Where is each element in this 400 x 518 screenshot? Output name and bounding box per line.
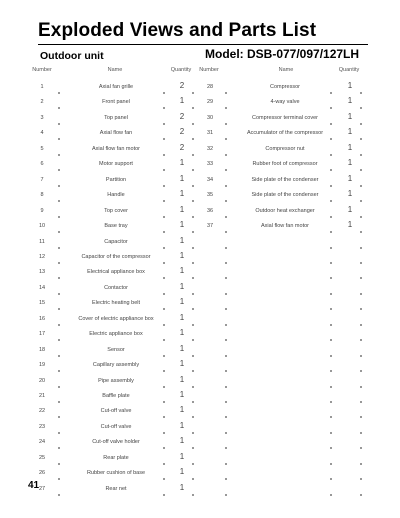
left-row-quantity: 1 — [179, 467, 185, 477]
right-row-number: 29 — [206, 99, 214, 106]
grid-dot — [163, 247, 165, 249]
grid-dot — [225, 293, 227, 295]
left-header-number: Number — [32, 67, 52, 73]
grid-dot — [360, 247, 362, 249]
grid-dot — [192, 185, 194, 187]
right-row-name: Compressor nut — [265, 145, 305, 152]
right-row-quantity: 1 — [347, 220, 353, 230]
left-row-name: Rear net — [105, 485, 127, 492]
grid-dot — [192, 138, 194, 140]
left-row-quantity: 1 — [179, 328, 185, 338]
left-row-number: 5 — [40, 145, 44, 152]
right-row-quantity: 1 — [347, 142, 353, 152]
grid-dot — [58, 231, 60, 233]
grid-dot — [225, 324, 227, 326]
right-row-quantity: 1 — [347, 189, 353, 199]
right-row-name: Accumulator of the compressor — [246, 130, 324, 137]
grid-dot — [163, 277, 165, 279]
grid-dot — [163, 432, 165, 434]
grid-dot — [192, 432, 194, 434]
grid-dot — [163, 123, 165, 125]
right-row-name: Axial flow fan motor — [261, 223, 309, 230]
grid-dot — [192, 416, 194, 418]
left-row-number: 26 — [38, 470, 46, 477]
grid-dot — [330, 92, 332, 94]
grid-dot — [163, 169, 165, 171]
left-row-name: Base tray — [104, 223, 128, 230]
grid-dot — [360, 308, 362, 310]
left-row-number: 25 — [38, 454, 46, 461]
left-row-name: Front panel — [102, 99, 130, 106]
grid-dot — [225, 463, 227, 465]
grid-dot — [330, 416, 332, 418]
left-row-quantity: 2 — [179, 142, 185, 152]
left-row-quantity: 1 — [179, 173, 185, 183]
grid-dot — [58, 324, 60, 326]
left-row-name: Axial flow fan motor — [92, 145, 140, 152]
grid-dot — [360, 416, 362, 418]
left-row-number: 22 — [38, 408, 46, 415]
grid-dot — [192, 247, 194, 249]
unit-label: Outdoor unit — [40, 50, 104, 62]
left-row-number: 15 — [38, 300, 46, 307]
left-header-name: Name — [107, 67, 123, 73]
grid-dot — [192, 216, 194, 218]
left-row-number: 10 — [38, 223, 46, 230]
grid-dot — [360, 432, 362, 434]
grid-dot — [58, 447, 60, 449]
grid-dot — [163, 324, 165, 326]
grid-dot — [192, 154, 194, 156]
left-row-number: 13 — [38, 269, 46, 276]
grid-dot — [330, 262, 332, 264]
right-header-quantity: Quantity — [338, 67, 360, 73]
grid-dot — [225, 169, 227, 171]
grid-dot — [225, 231, 227, 233]
grid-dot — [360, 154, 362, 156]
grid-dot — [360, 185, 362, 187]
grid-dot — [225, 262, 227, 264]
left-row-name: Handle — [107, 192, 125, 199]
grid-dot — [58, 247, 60, 249]
grid-dot — [192, 386, 194, 388]
page-number: 41 — [28, 480, 40, 491]
grid-dot — [192, 355, 194, 357]
grid-dot — [58, 463, 60, 465]
left-row-number: 2 — [40, 99, 44, 106]
grid-dot — [360, 216, 362, 218]
right-row-name: Rubber foot of compressor — [252, 161, 318, 168]
grid-dot — [163, 107, 165, 109]
grid-dot — [192, 324, 194, 326]
left-row-number: 11 — [39, 238, 45, 245]
grid-dot — [330, 185, 332, 187]
grid-dot — [360, 138, 362, 140]
left-row-number: 4 — [40, 130, 44, 137]
right-row-name: Side plate of the condenser — [251, 176, 319, 183]
grid-dot — [163, 416, 165, 418]
grid-dot — [360, 478, 362, 480]
grid-dot — [192, 370, 194, 372]
left-header-quantity: Quantity — [170, 67, 192, 73]
grid-dot — [163, 494, 165, 496]
grid-dot — [360, 293, 362, 295]
grid-dot — [192, 277, 194, 279]
grid-dot — [360, 401, 362, 403]
grid-dot — [192, 293, 194, 295]
left-row-quantity: 1 — [179, 374, 185, 384]
left-row-name: Baffle plate — [102, 393, 130, 399]
grid-dot — [163, 355, 165, 357]
grid-dot — [360, 447, 362, 449]
left-row-quantity: 1 — [179, 390, 185, 399]
left-row-quantity: 2 — [179, 81, 185, 90]
grid-dot — [225, 339, 227, 341]
grid-dot — [192, 123, 194, 125]
grid-dot — [163, 478, 165, 480]
left-row-name: Rubber cushion of base — [86, 470, 146, 477]
grid-dot — [360, 169, 362, 171]
right-row-quantity: 1 — [347, 96, 353, 106]
grid-dot — [58, 169, 60, 171]
left-row-name: Capacitor — [104, 238, 128, 245]
grid-dot — [330, 169, 332, 171]
left-row-quantity: 1 — [179, 451, 185, 461]
grid-dot — [330, 138, 332, 140]
grid-dot — [225, 432, 227, 434]
left-row-quantity: 1 — [179, 281, 185, 291]
grid-dot — [58, 185, 60, 187]
grid-dot — [330, 401, 332, 403]
right-row-quantity: 1 — [347, 81, 353, 90]
left-row-quantity: 1 — [179, 220, 185, 230]
grid-dot — [225, 123, 227, 125]
grid-dot — [58, 355, 60, 357]
grid-dot — [192, 447, 194, 449]
grid-dot — [330, 107, 332, 109]
left-row-number: 1 — [40, 84, 44, 90]
left-row-name: Cut-off valve — [100, 423, 132, 430]
grid-dot — [225, 494, 227, 496]
grid-dot — [192, 107, 194, 109]
right-row-name: Outdoor heat exchanger — [255, 207, 315, 214]
left-row-number: 6 — [40, 161, 44, 168]
left-row-quantity: 1 — [179, 189, 185, 199]
grid-dot — [192, 169, 194, 171]
left-row-number: 20 — [38, 377, 46, 384]
grid-dot — [58, 92, 60, 94]
left-row-number: 16 — [38, 315, 46, 322]
grid-dot — [360, 386, 362, 388]
left-row-name: Capacitor of the compressor — [81, 253, 151, 260]
grid-dot — [58, 293, 60, 295]
grid-dot — [163, 185, 165, 187]
left-row-quantity: 1 — [179, 235, 185, 245]
grid-dot — [225, 92, 227, 94]
left-row-quantity: 1 — [179, 297, 185, 307]
grid-dot — [58, 138, 60, 140]
left-row-number: 21 — [38, 393, 46, 399]
grid-dot — [330, 216, 332, 218]
grid-dot — [225, 401, 227, 403]
left-row-name: Motor support — [99, 161, 133, 168]
grid-dot — [58, 277, 60, 279]
left-row-quantity: 2 — [179, 127, 185, 137]
grid-dot — [360, 494, 362, 496]
grid-dot — [163, 216, 165, 218]
grid-dot — [192, 262, 194, 264]
grid-dot — [360, 355, 362, 357]
left-row-name: Capillary assembly — [92, 362, 140, 369]
left-row-quantity: 1 — [179, 266, 185, 276]
grid-dot — [192, 200, 194, 202]
left-row-number: 27 — [38, 485, 46, 492]
left-row-quantity: 1 — [179, 250, 185, 260]
grid-dot — [330, 447, 332, 449]
right-row-quantity: 1 — [347, 158, 353, 168]
grid-dot — [163, 339, 165, 341]
grid-dot — [225, 107, 227, 109]
grid-dot — [225, 308, 227, 310]
right-header-number: Number — [199, 67, 219, 73]
grid-dot — [192, 308, 194, 310]
right-row-number: 31 — [206, 130, 214, 137]
grid-dot — [163, 138, 165, 140]
grid-dot — [163, 447, 165, 449]
grid-dot — [192, 231, 194, 233]
model-label: Model: DSB-077/097/127LH — [205, 47, 360, 61]
grid-dot — [330, 463, 332, 465]
right-row-number: 33 — [206, 161, 214, 168]
grid-dot — [360, 231, 362, 233]
grid-dot — [330, 308, 332, 310]
right-row-quantity: 1 — [347, 173, 353, 183]
grid-dot — [225, 370, 227, 372]
right-row-name: Compressor — [270, 84, 300, 90]
grid-dot — [330, 123, 332, 125]
grid-dot — [58, 386, 60, 388]
left-row-number: 23 — [38, 423, 46, 430]
grid-dot — [360, 262, 362, 264]
left-row-number: 19 — [38, 362, 46, 369]
right-row-name: Side plate of the condenser — [251, 192, 319, 199]
grid-dot — [330, 432, 332, 434]
grid-dot — [360, 463, 362, 465]
left-row-number: 12 — [38, 253, 46, 260]
right-row-number: 32 — [206, 145, 214, 152]
grid-dot — [330, 370, 332, 372]
page-title: Exploded Views and Parts List — [38, 20, 317, 41]
grid-dot — [225, 386, 227, 388]
left-row-name: Cover of electric appliance box — [78, 315, 154, 322]
grid-dot — [58, 416, 60, 418]
grid-dot — [360, 324, 362, 326]
title-rule — [38, 44, 368, 45]
grid-dot — [330, 277, 332, 279]
grid-dot — [192, 401, 194, 403]
grid-dot — [330, 478, 332, 480]
grid-dot — [225, 154, 227, 156]
left-row-quantity: 1 — [179, 343, 185, 353]
left-row-name: Rear plate — [103, 454, 129, 461]
grid-dot — [163, 200, 165, 202]
left-row-quantity: 1 — [179, 482, 185, 492]
left-row-quantity: 1 — [179, 158, 185, 168]
right-row-quantity: 1 — [347, 204, 353, 214]
left-row-quantity: 1 — [179, 436, 185, 446]
grid-dot — [163, 262, 165, 264]
grid-dot — [225, 416, 227, 418]
grid-dot — [225, 247, 227, 249]
grid-dot — [58, 262, 60, 264]
right-row-number: 36 — [206, 207, 214, 214]
left-row-quantity: 2 — [179, 111, 185, 121]
grid-dot — [58, 370, 60, 372]
grid-dot — [330, 231, 332, 233]
grid-dot — [225, 277, 227, 279]
grid-dot — [225, 138, 227, 140]
left-row-quantity: 1 — [179, 96, 185, 106]
left-row-name: Axial flow fan — [99, 130, 133, 137]
grid-dot — [163, 92, 165, 94]
grid-dot — [360, 200, 362, 202]
left-row-name: Cut-off valve — [100, 408, 132, 415]
grid-dot — [163, 231, 165, 233]
left-row-name: Axial fan grille — [98, 84, 134, 90]
right-row-number: 37 — [206, 223, 214, 230]
grid-dot — [58, 494, 60, 496]
grid-dot — [225, 355, 227, 357]
grid-dot — [58, 123, 60, 125]
left-row-name: Electric appliance box — [89, 331, 143, 338]
left-row-quantity: 1 — [179, 405, 185, 415]
right-row-number: 35 — [206, 192, 214, 199]
grid-dot — [330, 247, 332, 249]
grid-dot — [192, 463, 194, 465]
grid-dot — [163, 154, 165, 156]
grid-dot — [192, 339, 194, 341]
right-header-name: Name — [278, 67, 294, 73]
grid-dot — [192, 478, 194, 480]
grid-dot — [58, 308, 60, 310]
left-row-number: 8 — [40, 192, 44, 199]
left-row-number: 3 — [40, 114, 44, 121]
left-row-number: 24 — [38, 439, 46, 446]
left-row-name: Pipe assembly — [98, 377, 134, 384]
grid-dot — [58, 432, 60, 434]
grid-dot — [360, 123, 362, 125]
grid-dot — [330, 339, 332, 341]
left-row-quantity: 1 — [179, 204, 185, 214]
left-row-number: 7 — [40, 176, 44, 183]
left-row-name: Electric heating belt — [92, 300, 140, 307]
grid-dot — [225, 185, 227, 187]
grid-dot — [58, 478, 60, 480]
left-row-number: 18 — [38, 346, 46, 353]
grid-dot — [360, 92, 362, 94]
right-row-number: 34 — [206, 176, 214, 183]
left-row-name: Cut-off valve holder — [92, 439, 140, 446]
left-row-name: Electrical appliance box — [87, 269, 145, 276]
left-row-name: Sensor — [107, 346, 125, 353]
grid-dot — [330, 293, 332, 295]
grid-dot — [58, 154, 60, 156]
grid-dot — [163, 463, 165, 465]
grid-dot — [360, 339, 362, 341]
grid-dot — [225, 447, 227, 449]
grid-dot — [58, 200, 60, 202]
grid-dot — [192, 494, 194, 496]
grid-dot — [58, 216, 60, 218]
grid-dot — [360, 107, 362, 109]
right-row-name: Compressor terminal cover — [251, 114, 319, 121]
grid-dot — [58, 107, 60, 109]
grid-dot — [163, 370, 165, 372]
grid-dot — [58, 401, 60, 403]
grid-dot — [163, 308, 165, 310]
right-row-number: 28 — [206, 84, 214, 90]
grid-dot — [163, 293, 165, 295]
left-row-quantity: 1 — [179, 359, 185, 369]
left-row-number: 14 — [38, 284, 46, 291]
grid-dot — [330, 494, 332, 496]
grid-dot — [330, 386, 332, 388]
grid-dot — [58, 339, 60, 341]
right-row-quantity: 1 — [347, 111, 353, 121]
left-row-name: Top cover — [104, 207, 128, 214]
right-row-number: 30 — [206, 114, 214, 121]
right-row-name: 4-way valve — [270, 99, 300, 106]
grid-dot — [163, 401, 165, 403]
grid-dot — [330, 154, 332, 156]
grid-dot — [225, 200, 227, 202]
grid-dot — [192, 92, 194, 94]
grid-dot — [225, 478, 227, 480]
grid-dot — [330, 200, 332, 202]
grid-dot — [360, 277, 362, 279]
left-row-name: Contactor — [104, 284, 128, 291]
left-row-quantity: 1 — [179, 312, 185, 322]
grid-dot — [225, 216, 227, 218]
grid-dot — [330, 355, 332, 357]
left-row-quantity: 1 — [179, 420, 185, 430]
grid-dot — [360, 370, 362, 372]
grid-dot — [163, 386, 165, 388]
right-row-quantity: 1 — [347, 127, 353, 137]
left-row-name: Partition — [105, 176, 127, 183]
left-row-number: 17 — [38, 331, 46, 338]
left-row-number: 9 — [40, 207, 44, 214]
left-row-name: Top panel — [104, 114, 128, 121]
grid-dot — [330, 324, 332, 326]
